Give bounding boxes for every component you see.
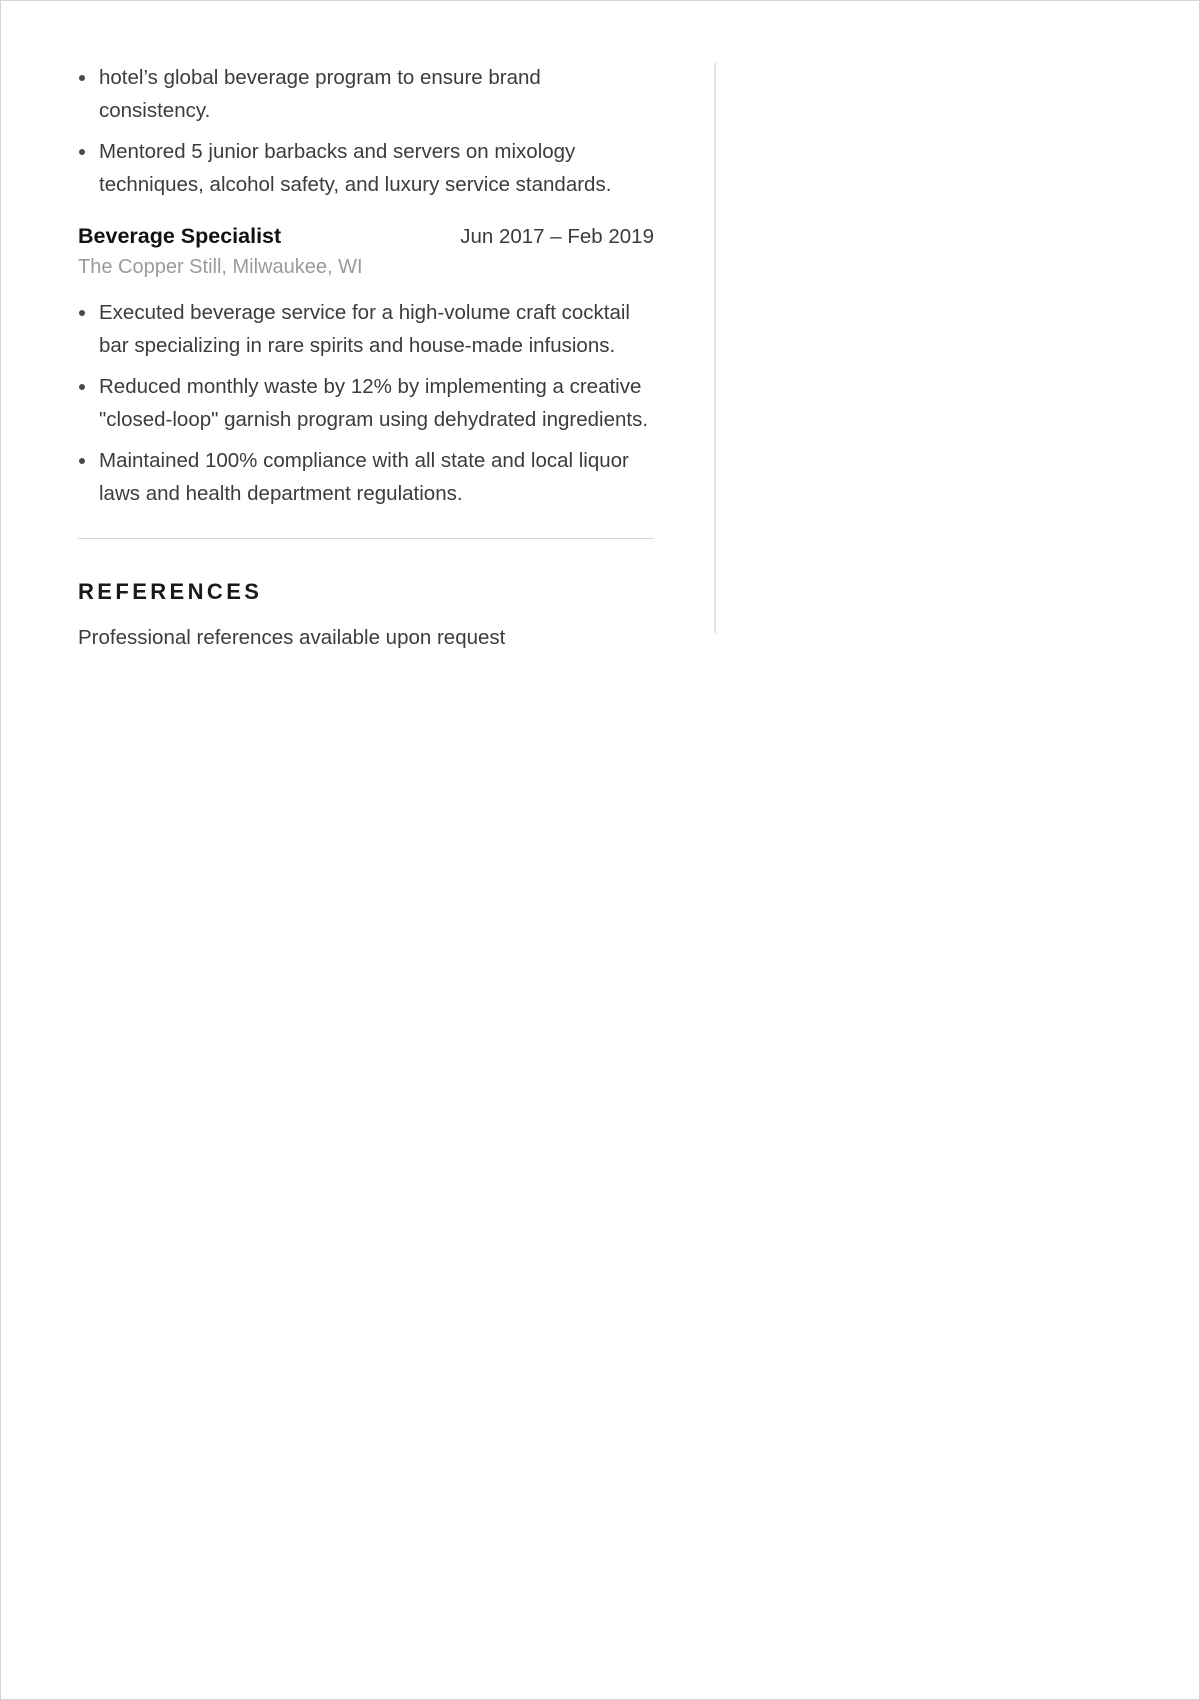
job-bullets bbox=[78, 296, 654, 510]
bullet-dot-icon bbox=[79, 458, 85, 464]
bullet-item bbox=[78, 296, 654, 362]
bullet-text: hotel’s global beverage program to ensure brand consistency. bbox=[99, 66, 541, 122]
main-column bbox=[78, 61, 654, 653]
bullet-text: Reduced monthly waste by 12% by implementing a creative "closed-loop" garnish program using dehydrated ingredients. bbox=[99, 375, 649, 431]
bullet-text: Maintained 100% compliance with all state and local liquor laws and health department regulations. bbox=[99, 449, 629, 505]
bullet-item bbox=[78, 370, 654, 436]
bullet-item bbox=[78, 444, 654, 510]
bullet-text: Executed beverage service for a high-volume craft cocktail bar specializing in rare spirits and house-made infusions. bbox=[99, 301, 630, 357]
previous-job-bullets bbox=[78, 61, 654, 201]
column-divider bbox=[714, 63, 716, 633]
section-divider bbox=[78, 538, 654, 539]
bullet-item bbox=[78, 61, 654, 127]
bullet-text: Mentored 5 junior barbacks and servers on mixology techniques, alcohol safety, and luxury service standards. bbox=[99, 140, 612, 196]
references-heading: REFERENCES bbox=[78, 579, 263, 604]
job-title: Beverage Specialist bbox=[78, 224, 282, 248]
bullet-dot-icon bbox=[79, 310, 85, 316]
job-header bbox=[78, 221, 654, 252]
bullet-dot-icon bbox=[79, 149, 85, 155]
job-company: The Copper Still, Milwaukee, WI bbox=[78, 256, 363, 278]
bullet-item bbox=[78, 135, 654, 201]
bullet-dot-icon bbox=[79, 384, 85, 390]
job-dates: Jun 2017 – Feb 2019 bbox=[460, 225, 654, 248]
references-text: Professional references available upon request bbox=[78, 626, 506, 649]
bullet-dot-icon bbox=[79, 75, 85, 81]
